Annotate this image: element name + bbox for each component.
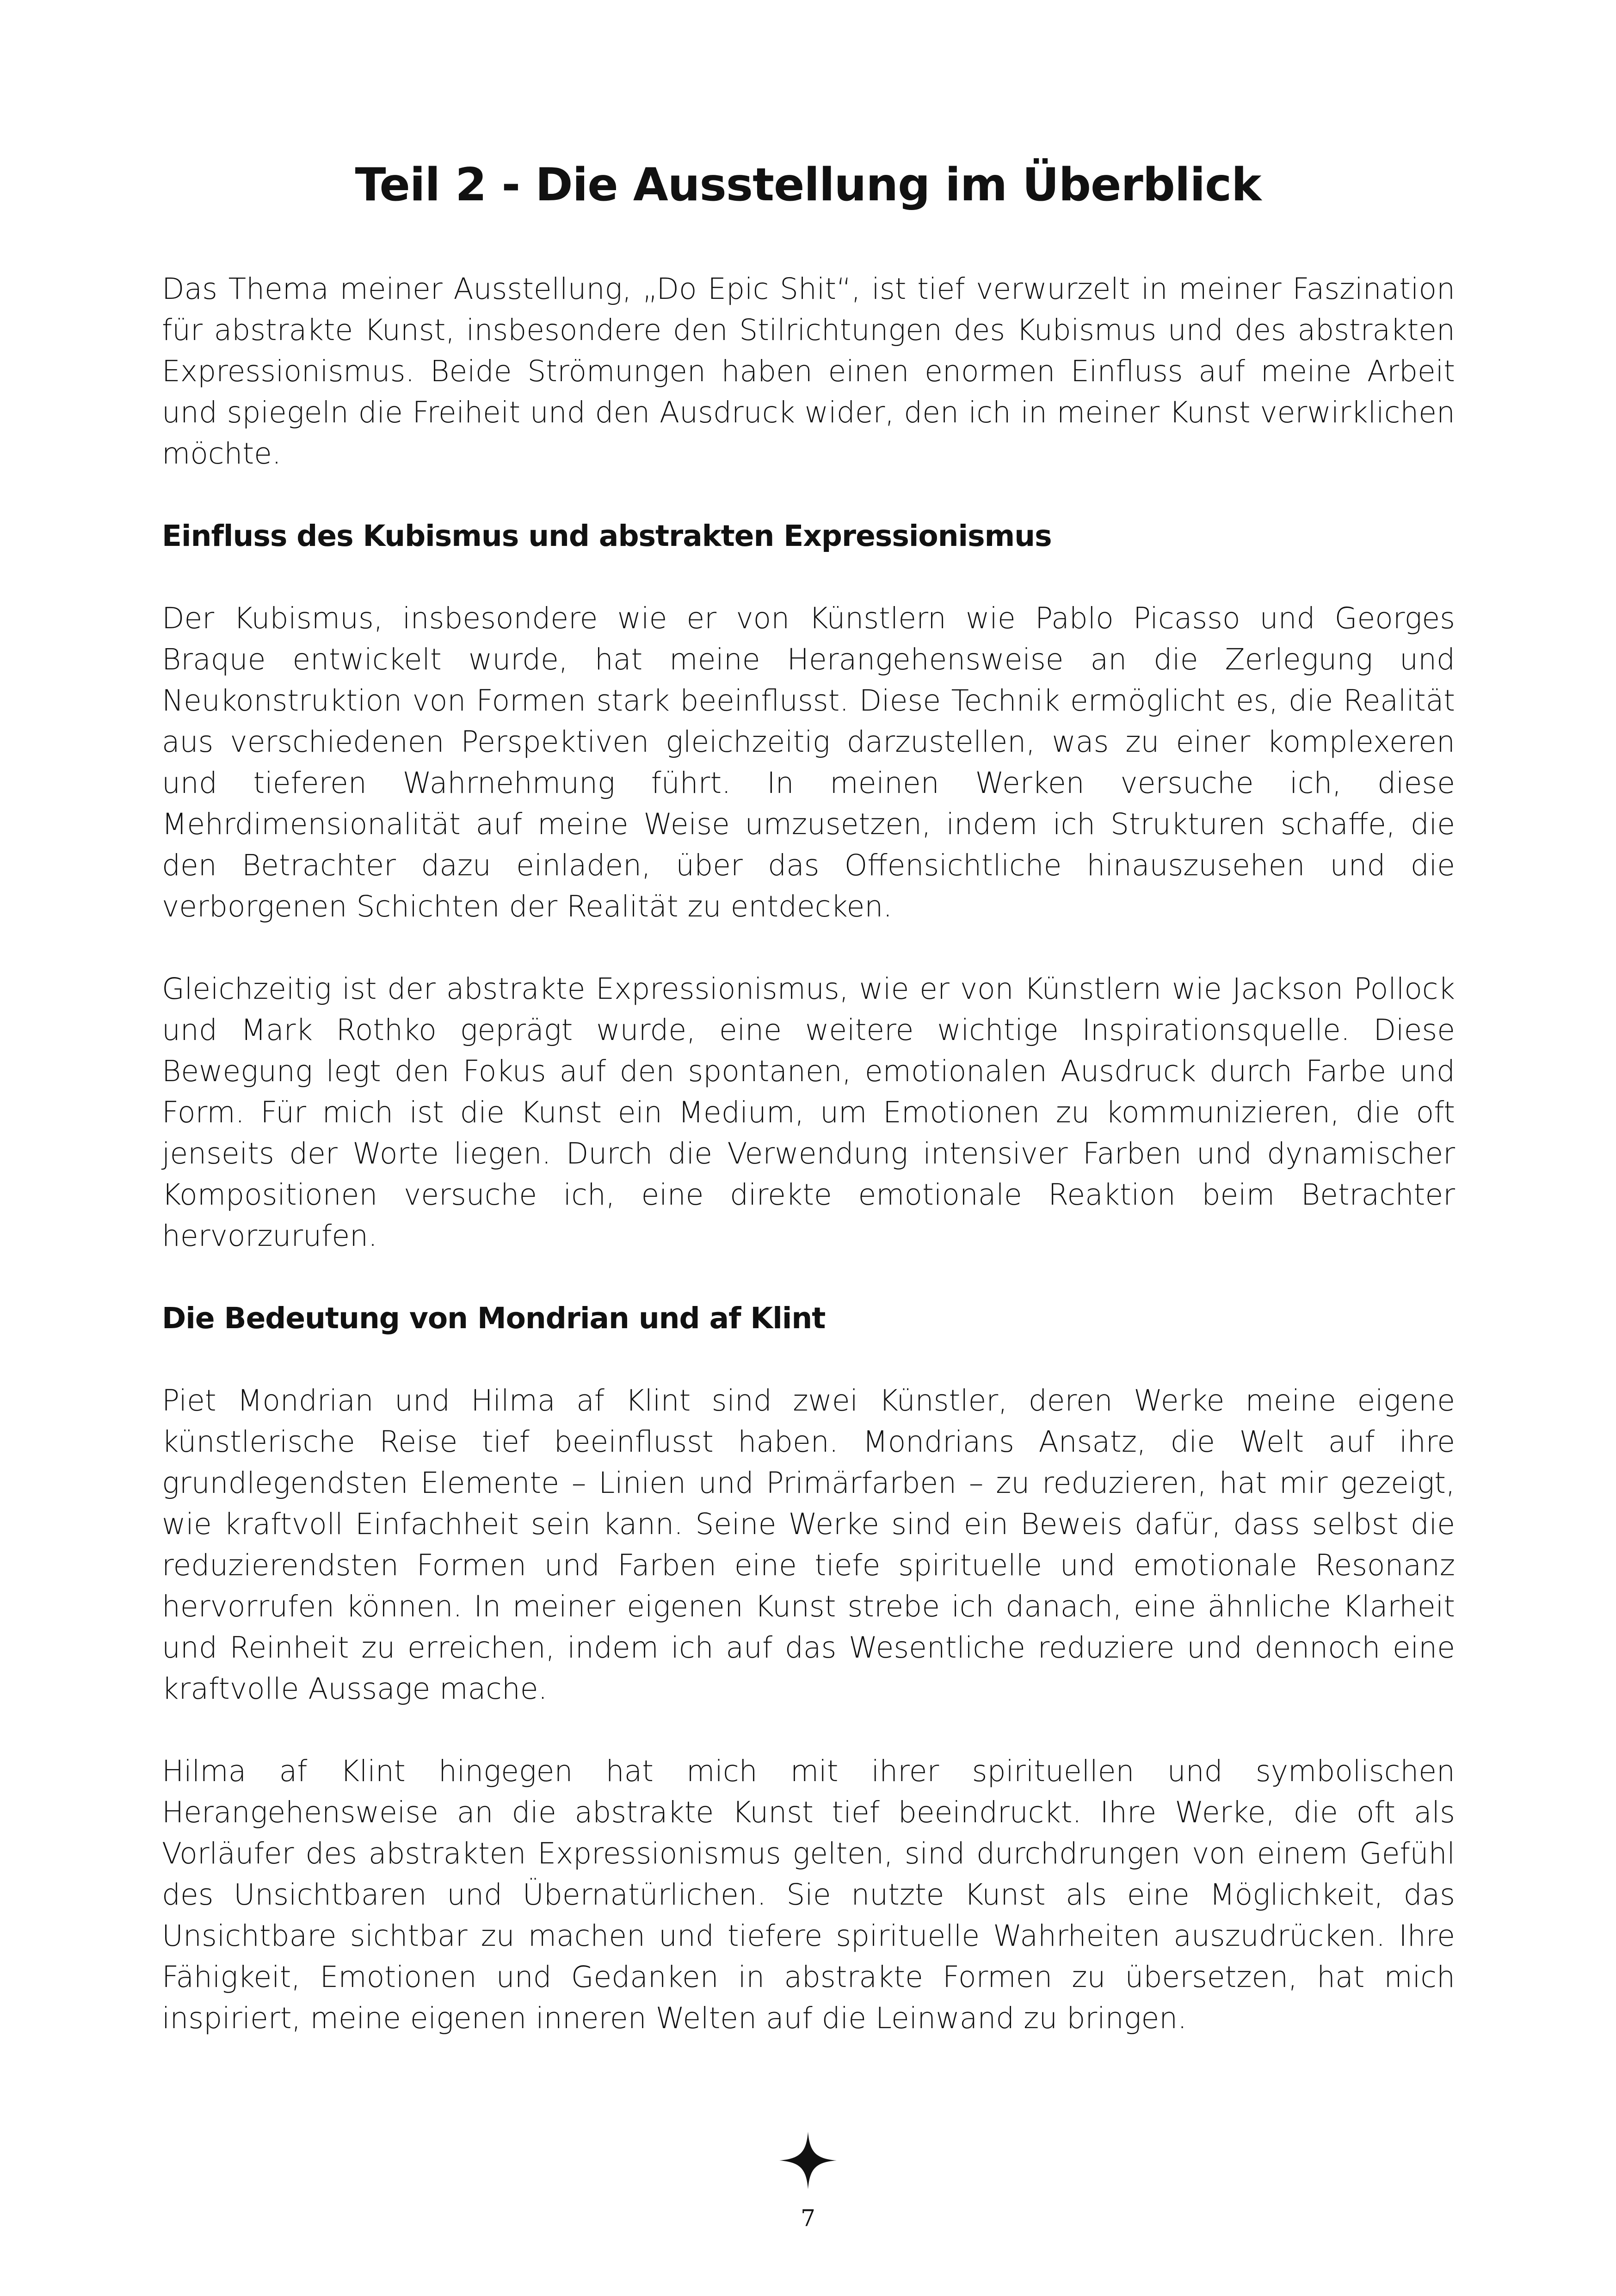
page-title: Teil 2 - Die Ausstellung im Überblick [355,159,1261,211]
section-heading-cubism: Einfluss des Kubismus und abstrakten Expressionismus [162,519,1052,553]
paragraph-abstract-expressionism: Gleichzeitig ist der abstrakte Expressionismus, wie er von Künstlern wie Jackson Pollock und Mark Rothko geprägt wurde, eine weitere wichtige Inspirationsquelle. Diese Bewegung legt den Fokus auf den spontanen, emotionalen Ausdruck durch Farbe und Form. Für mich ist die Kunst ein Medium, um Emotionen zu kommunizieren, die oft jenseits der Worte liegen. Durch die Verwendung intensiver Farben und dynamischer Kompositionen versuche ich, eine direkte emotionale Reaktion beim Betrachter hervorzurufen. [162,972,1455,1253]
intro-paragraph: Das Thema meiner Ausstellung, „Do Epic Shit“, ist tief verwurzelt in meiner Faszination für abstrakte Kunst, insbesondere den Stilrichtungen des Kubismus und des abstrakten Expressionismus. Beide Strömungen haben einen enormen Einfluss auf meine Arbeit und spiegeln die Freiheit und den Ausdruck wider, den ich in meiner Kunst verwirklichen möchte. [162,272,1455,470]
spacer [162,474,1455,515]
document-body [162,268,1455,2039]
spacer [162,1709,1455,1751]
four-point-star-icon [779,2132,837,2189]
paragraph-af-klint: Hilma af Klint hingegen hat mich mit ihrer spirituellen und symbolischen Herangehensweise an die abstrakte Kunst tief beeindruckt. Ihre Werke, die oft als Vorläufer des abstrakten Expressionismus gelten, sind durchdrungen von einem Gefühl des Unsichtbaren und Übernatürlichen. Sie nutzte Kunst als eine Möglichkeit, das Unsichtbare sichtbar zu machen und tiefere spirituelle Wahrheiten auszudrücken. Ihre Fähigkeit, Emotionen und Gedanken in abstrakte Formen zu übersetzen, hat mich inspiriert, meine eigenen inneren Welten auf die Leinwand zu bringen. [162,1754,1455,2035]
spacer [162,927,1455,968]
spacer [162,557,1455,598]
page-number: 7 [801,2205,815,2232]
section-heading-mondrian-klint: Die Bedeutung von Mondrian und af Klint [162,1301,826,1335]
paragraph-cubism: Der Kubismus, insbesondere wie er von Künstlern wie Pablo Picasso und Georges Braque entwickelt wurde, hat meine Herangehensweise an die Zerlegung und Neukonstruktion von Formen stark beeinflusst. Diese Technik ermöglicht es, die Realität aus verschiedenen Perspektiven gleichzeitig darzustellen, was zu einer komplexeren und tieferen Wahrnehmung führt. In meinen Werken versuche ich, diese Mehrdimensionalität auf meine Weise umzusetzen, indem ich Strukturen schaffe, die den Betrachter dazu einladen, über das Offensichtliche hinauszusehen und die verborgenen Schichten der Realität zu entdecken. [162,601,1455,923]
spacer [162,1339,1455,1380]
spacer [162,1256,1455,1298]
paragraph-mondrian: Piet Mondrian und Hilma af Klint sind zwei Künstler, deren Werke meine eigene künstlerische Reise tief beeinflusst haben. Mondrians Ansatz, die Welt auf ihre grundlegendsten Elemente – Linien und Primärfarben – zu reduzieren, hat mir gezeigt, wie kraftvoll Einfachheit sein kann. Seine Werke sind ein Beweis dafür, dass selbst die reduzierendsten Formen und Farben eine tiefe spirituelle und emotionale Resonanz hervorrufen können. In meiner eigenen Kunst strebe ich danach, eine ähnliche Klarheit und Reinheit zu erreichen, indem ich auf das Wesentliche reduziere und dennoch eine kraftvolle Aussage mache. [162,1384,1455,1706]
